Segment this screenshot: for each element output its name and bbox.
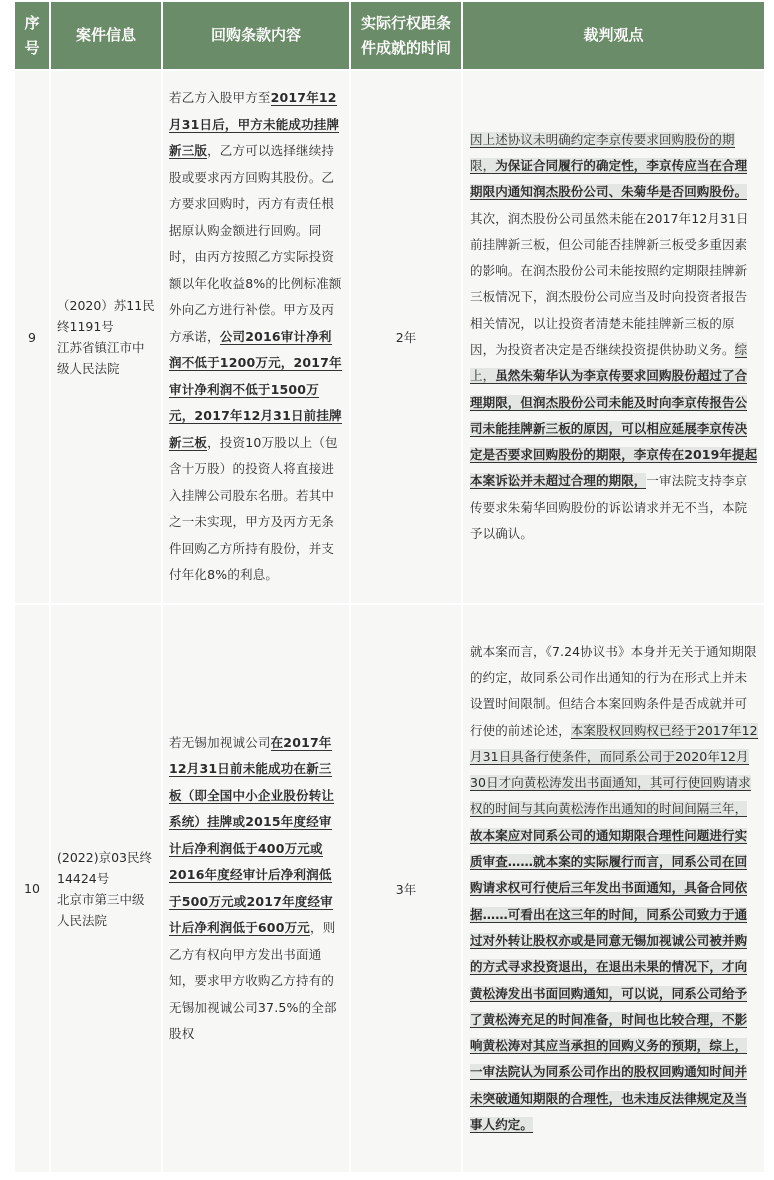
clause-content	[163, 71, 349, 603]
header-num: 序号	[15, 2, 49, 69]
row-num: 10	[15, 605, 49, 1172]
court-name: 北京市第三中级人民法院	[57, 891, 145, 928]
opinion-seg: 本案股权回购权已经于2017年12月31日具备行使条件，而同系公司于2020年12月30日才向黄松涛发出书面通知，其可行使回购请求权的时间与其向黄松涛作出通知的时间间隔三年，	[470, 722, 758, 817]
opinion-seg: 因上述协议未明确约定李京传要求回购股份的期限，	[470, 131, 735, 173]
opinion-seg: 虽然朱菊华认为李京传要求回购股份超过了合理期限，但润杰股份公司未能及时向李京传报告公司未能挂牌新三板的原因，可以相应延展李京传决定是否要求回购股份的期限，李京传在2019年提起本案诉讼并未超过合理的期限，	[470, 368, 758, 489]
table-row	[15, 605, 764, 1172]
clause-content	[163, 605, 349, 1172]
court-opinion	[463, 71, 764, 603]
court-opinion	[463, 605, 764, 1172]
opinion-seg: 其次，润杰股份公司虽然未能在2017年12月31日前挂牌新三板，但公司能否挂牌新三板受多重因素的影响。在润杰股份公司未能按照约定期限挂牌新三板情况下，润杰股份公司应当及时向投资者报告相关情况，以让投资者清楚未能挂牌新三板的原因，为投资者决定是否继续投资提供协助义务。	[470, 210, 749, 357]
exercise-time: 3年	[351, 605, 461, 1172]
clause-seg: 若无锡加视诚公司	[169, 734, 271, 750]
exercise-time: 2年	[351, 71, 461, 603]
header-opinion: 裁判观点	[463, 2, 764, 69]
clause-seg: 在2017年12月31日前未能成功在新三板（即全国中小企业股份转让系统）挂牌或2015年度经审计后净利润低于400万元或2016年度经审计后净利润低于500万元或2017年度经审计后净利润低于600万元	[169, 734, 335, 935]
case-table	[13, 0, 766, 1174]
header-case-info: 案件信息	[51, 2, 161, 69]
clause-seg: ，投资10万股以上（包含十万股）的投资人将直接进入挂牌公司股东名册。若其中之一未实现，甲方及丙方无条件回购乙方所持有股份，并支付年化8%的利息。	[169, 434, 338, 583]
clause-seg: 2017年12月31日后，甲方未能成功挂牌新三版	[169, 90, 340, 159]
court-name: 江苏省镇江市中级人民法院	[57, 340, 145, 376]
opinion-seg: 一审法院支持李京传要求朱菊华回购股份的诉讼请求并无不当，本院予以确认。	[470, 473, 748, 542]
opinion-seg: 故本案应对同系公司的通知期限合理性问题进行实质审查……就本案的实际履行而言，同系公司在回购请求权可行使后三年发出书面通知，具备合同依据……可看出在这三年的时间，同系公司致力于通过对外转让股权亦或是同意无锡加视诚公司被并购的方式寻求投资退出，在退出未果的情况下，才向黄松涛发出书面回购通知，可以说，同系公司给予了黄松涛充足的时间准备，时间也比较合理，不影响黄松涛对其应当承担的回购义务的预期，综上，一审法院认为同系公司作出的股权回购通知时间并未突破通知期限的合理性，也未违反法律规定及当事人约定。	[470, 827, 748, 1133]
clause-seg: ，则乙方有权向甲方发出书面通知，要求甲方收购乙方持有的无锡加视诚公司37.5%的全部股权	[169, 920, 337, 1041]
case-number: （2020）苏11民终1191号	[57, 298, 155, 334]
opinion-seg: 就本案而言，《7.24协议书》本身并无关于通知期限的约定，故同系公司作出通知的行为在形式上并未设置时间限制。但结合本案回购条件是否成就并可行使的前述论述，	[470, 643, 757, 738]
opinion-seg: 为保证合同履行的确定性，李京传应当在合理期限内通知润杰股份公司、朱菊华是否回购股份。	[470, 157, 748, 200]
clause-seg: 公司2016审计净利润不低于1200万元，2017年审计净利润不低于1500万元，2017年12月31日前挂牌新三板	[169, 328, 342, 450]
header-row	[15, 2, 764, 69]
header-clause: 回购条款内容	[163, 2, 349, 69]
header-time: 实际行权距条件成就的时间	[351, 2, 461, 69]
case-info	[51, 71, 161, 603]
case-number: (2022)京03民终14424号	[57, 849, 152, 886]
table-row	[15, 71, 764, 603]
opinion-seg: 综上，	[470, 342, 748, 384]
row-num: 9	[15, 71, 49, 603]
clause-seg: ，乙方可以选择继续持股或要求丙方回购其股份。乙方要求回购时，丙方有责任根据原认购金额进行回购。同时，由丙方按照乙方实际投资额以年化收益8%的比例标准额外向乙方进行补偿。甲方及丙方承诺，	[169, 143, 342, 344]
case-info	[51, 605, 161, 1172]
clause-seg: 若乙方入股甲方至	[169, 90, 271, 106]
